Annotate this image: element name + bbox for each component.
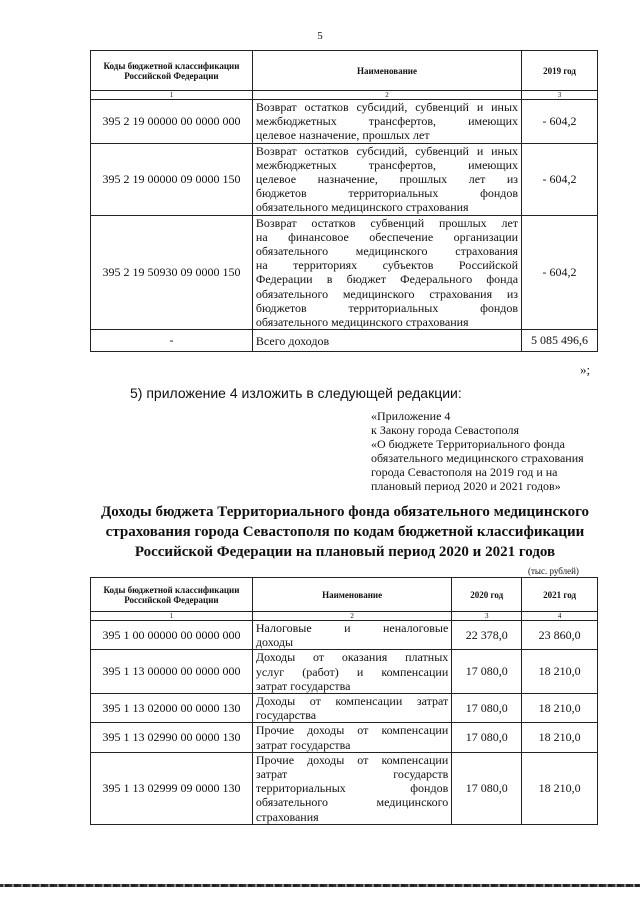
row-name-line: обязательного медицинского страхования: [255, 200, 469, 215]
table-row: [91, 100, 598, 144]
row-name: [252, 621, 451, 650]
row-value: - 604,2: [522, 215, 598, 330]
row-value-2020: 17 080,0: [452, 752, 522, 824]
units-label: (тыс. рублей): [528, 566, 579, 576]
row-name-line: Налоговые и неналоговые: [255, 621, 449, 635]
revenue-table-2020-2021: [90, 577, 598, 825]
appendix-line: «О бюджете Территориального фонда: [371, 437, 565, 451]
row-name-line: целевое назначение, прошлых лет: [255, 128, 430, 143]
row-name-line: на финансовое обеспечение организации: [255, 229, 519, 244]
row-name-line: Возврат остатков субвенций прошлых лет: [255, 215, 519, 230]
document-title: [80, 502, 610, 562]
row-name-line: Доходы от компенсации затрат: [255, 694, 449, 709]
appendix-line: к Закону города Севастополя: [371, 423, 520, 437]
row-code: 395 1 00 00000 00 0000 000: [91, 621, 253, 650]
table-row: [91, 650, 598, 694]
header-name: Наименование: [252, 51, 521, 91]
title-line: Доходы бюджета Территориального фонда обязательного медицинского: [100, 504, 590, 520]
row-name-line: Возврат остатков субсидий, субвенций и иных: [255, 143, 519, 158]
row-value: - 604,2: [522, 100, 598, 144]
row-name-line: обязательного медицинского страхования: [255, 315, 469, 330]
row-code: 395 1 13 02000 00 0000 130: [91, 694, 253, 723]
index-cell: 2: [252, 612, 451, 621]
header-2020: 2020 год: [452, 578, 522, 612]
row-value-2020: 17 080,0: [452, 694, 522, 723]
table-row: [91, 215, 598, 330]
table-row: [91, 143, 598, 215]
row-name: [252, 694, 451, 723]
row-name-line: обязательного медицинского: [255, 795, 449, 810]
total-row: [91, 330, 598, 352]
row-value: - 604,2: [522, 143, 598, 215]
row-name-line: доходы: [255, 635, 294, 650]
row-name-line: Возврат остатков субсидий, субвенций и иных: [255, 100, 519, 114]
appendix-line: города Севастополя на 2019 год и на: [371, 465, 558, 479]
row-value-2020: 22 378,0: [452, 621, 522, 650]
row-code: 395 1 13 02999 09 0000 130: [91, 752, 253, 824]
row-name-line: обязательного медицинского страхования: [255, 244, 519, 259]
row-name-line: страхования: [255, 809, 319, 824]
row-name-line: услуг (работ) и компенсации: [255, 664, 449, 679]
row-code: 395 2 19 50930 09 0000 150: [91, 215, 253, 330]
index-cell: 1: [91, 91, 253, 100]
row-name-line: государства: [255, 708, 317, 723]
table-row: [91, 621, 598, 650]
row-name-line: межбюджетных трансфертов, имеющих: [255, 157, 519, 172]
row-name-line: Федерации в бюджет Федерального фонда: [255, 272, 519, 287]
row-value-2021: 23 860,0: [522, 621, 598, 650]
row-value-2021: 18 210,0: [522, 723, 598, 752]
row-value-2021: 18 210,0: [522, 752, 598, 824]
title-line: Российской Федерации на плановый период 2020 и 2021 годов: [134, 544, 556, 560]
appendix-line: плановый период 2020 и 2021 годов»: [371, 479, 561, 493]
header-name: Наименование: [252, 578, 451, 612]
row-value-2021: 18 210,0: [522, 650, 598, 694]
header-codes: Коды бюджетной классификации Российской Федерации: [91, 578, 253, 612]
row-code: 395 1 13 02990 00 0000 130: [91, 723, 253, 752]
index-cell: 3: [452, 612, 522, 621]
row-name-line: затрат государства: [255, 678, 351, 693]
table-row: [91, 752, 598, 824]
header-2019: 2019 год: [522, 51, 598, 91]
index-cell: 2: [252, 91, 521, 100]
page-number: 5: [317, 30, 323, 42]
table-row: [91, 723, 598, 752]
row-name-line: бюджетов территориальных фондов: [255, 300, 519, 315]
row-name: [252, 215, 521, 330]
row-name-line: затрат государств: [255, 767, 449, 782]
row-name-line: бюджетов территориальных фондов: [255, 186, 519, 201]
row-name: [252, 143, 521, 215]
row-value-2020: 17 080,0: [452, 650, 522, 694]
row-code: -: [91, 330, 253, 352]
row-name-line: Доходы от оказания платных: [255, 650, 449, 665]
row-name-line: Прочие доходы от компенсации: [255, 752, 449, 767]
title-line: страхования города Севастополя по кодам бюджетной классификации: [105, 524, 585, 540]
row-name: [252, 752, 451, 824]
table-row: [91, 694, 598, 723]
row-name: Всего доходов: [252, 330, 521, 352]
amendment-item: 5) приложение 4 изложить в следующей редакции:: [130, 385, 462, 401]
row-name-line: на территориях субъектов Российской: [255, 258, 519, 273]
row-name-line: обязательного медицинского страхования из: [255, 286, 519, 301]
index-cell: 1: [91, 612, 253, 621]
row-name-line: затрат государства: [255, 737, 351, 752]
row-name: [252, 723, 451, 752]
row-code: 395 2 19 00000 09 0000 150: [91, 143, 253, 215]
row-name-line: территориальных фондов: [255, 781, 449, 796]
row-value-2021: 18 210,0: [522, 694, 598, 723]
row-name: [252, 650, 451, 694]
appendix-line: обязательного медицинского страхования: [371, 451, 584, 465]
index-cell: 3: [522, 91, 598, 100]
row-name: [252, 100, 521, 144]
revenue-table-2019: [90, 50, 598, 352]
header-codes: Коды бюджетной классификации Российской Федерации: [91, 51, 253, 91]
index-cell: 4: [522, 612, 598, 621]
row-value: 5 085 496,6: [522, 330, 598, 352]
appendix-line: «Приложение 4: [371, 409, 451, 423]
row-value-2020: 17 080,0: [452, 723, 522, 752]
row-name-line: целевое назначение, прошлых лет из: [255, 172, 519, 187]
row-code: 395 2 19 00000 00 0000 000: [91, 100, 253, 144]
quote-end: »;: [580, 362, 591, 377]
row-name-line: межбюджетных трансфертов, имеющих: [255, 114, 519, 129]
row-code: 395 1 13 00000 00 0000 000: [91, 650, 253, 694]
appendix-header: [371, 409, 584, 493]
scan-edge-line: [0, 884, 640, 887]
row-name-line: Прочие доходы от компенсации: [255, 723, 449, 738]
header-2021: 2021 год: [522, 578, 598, 612]
